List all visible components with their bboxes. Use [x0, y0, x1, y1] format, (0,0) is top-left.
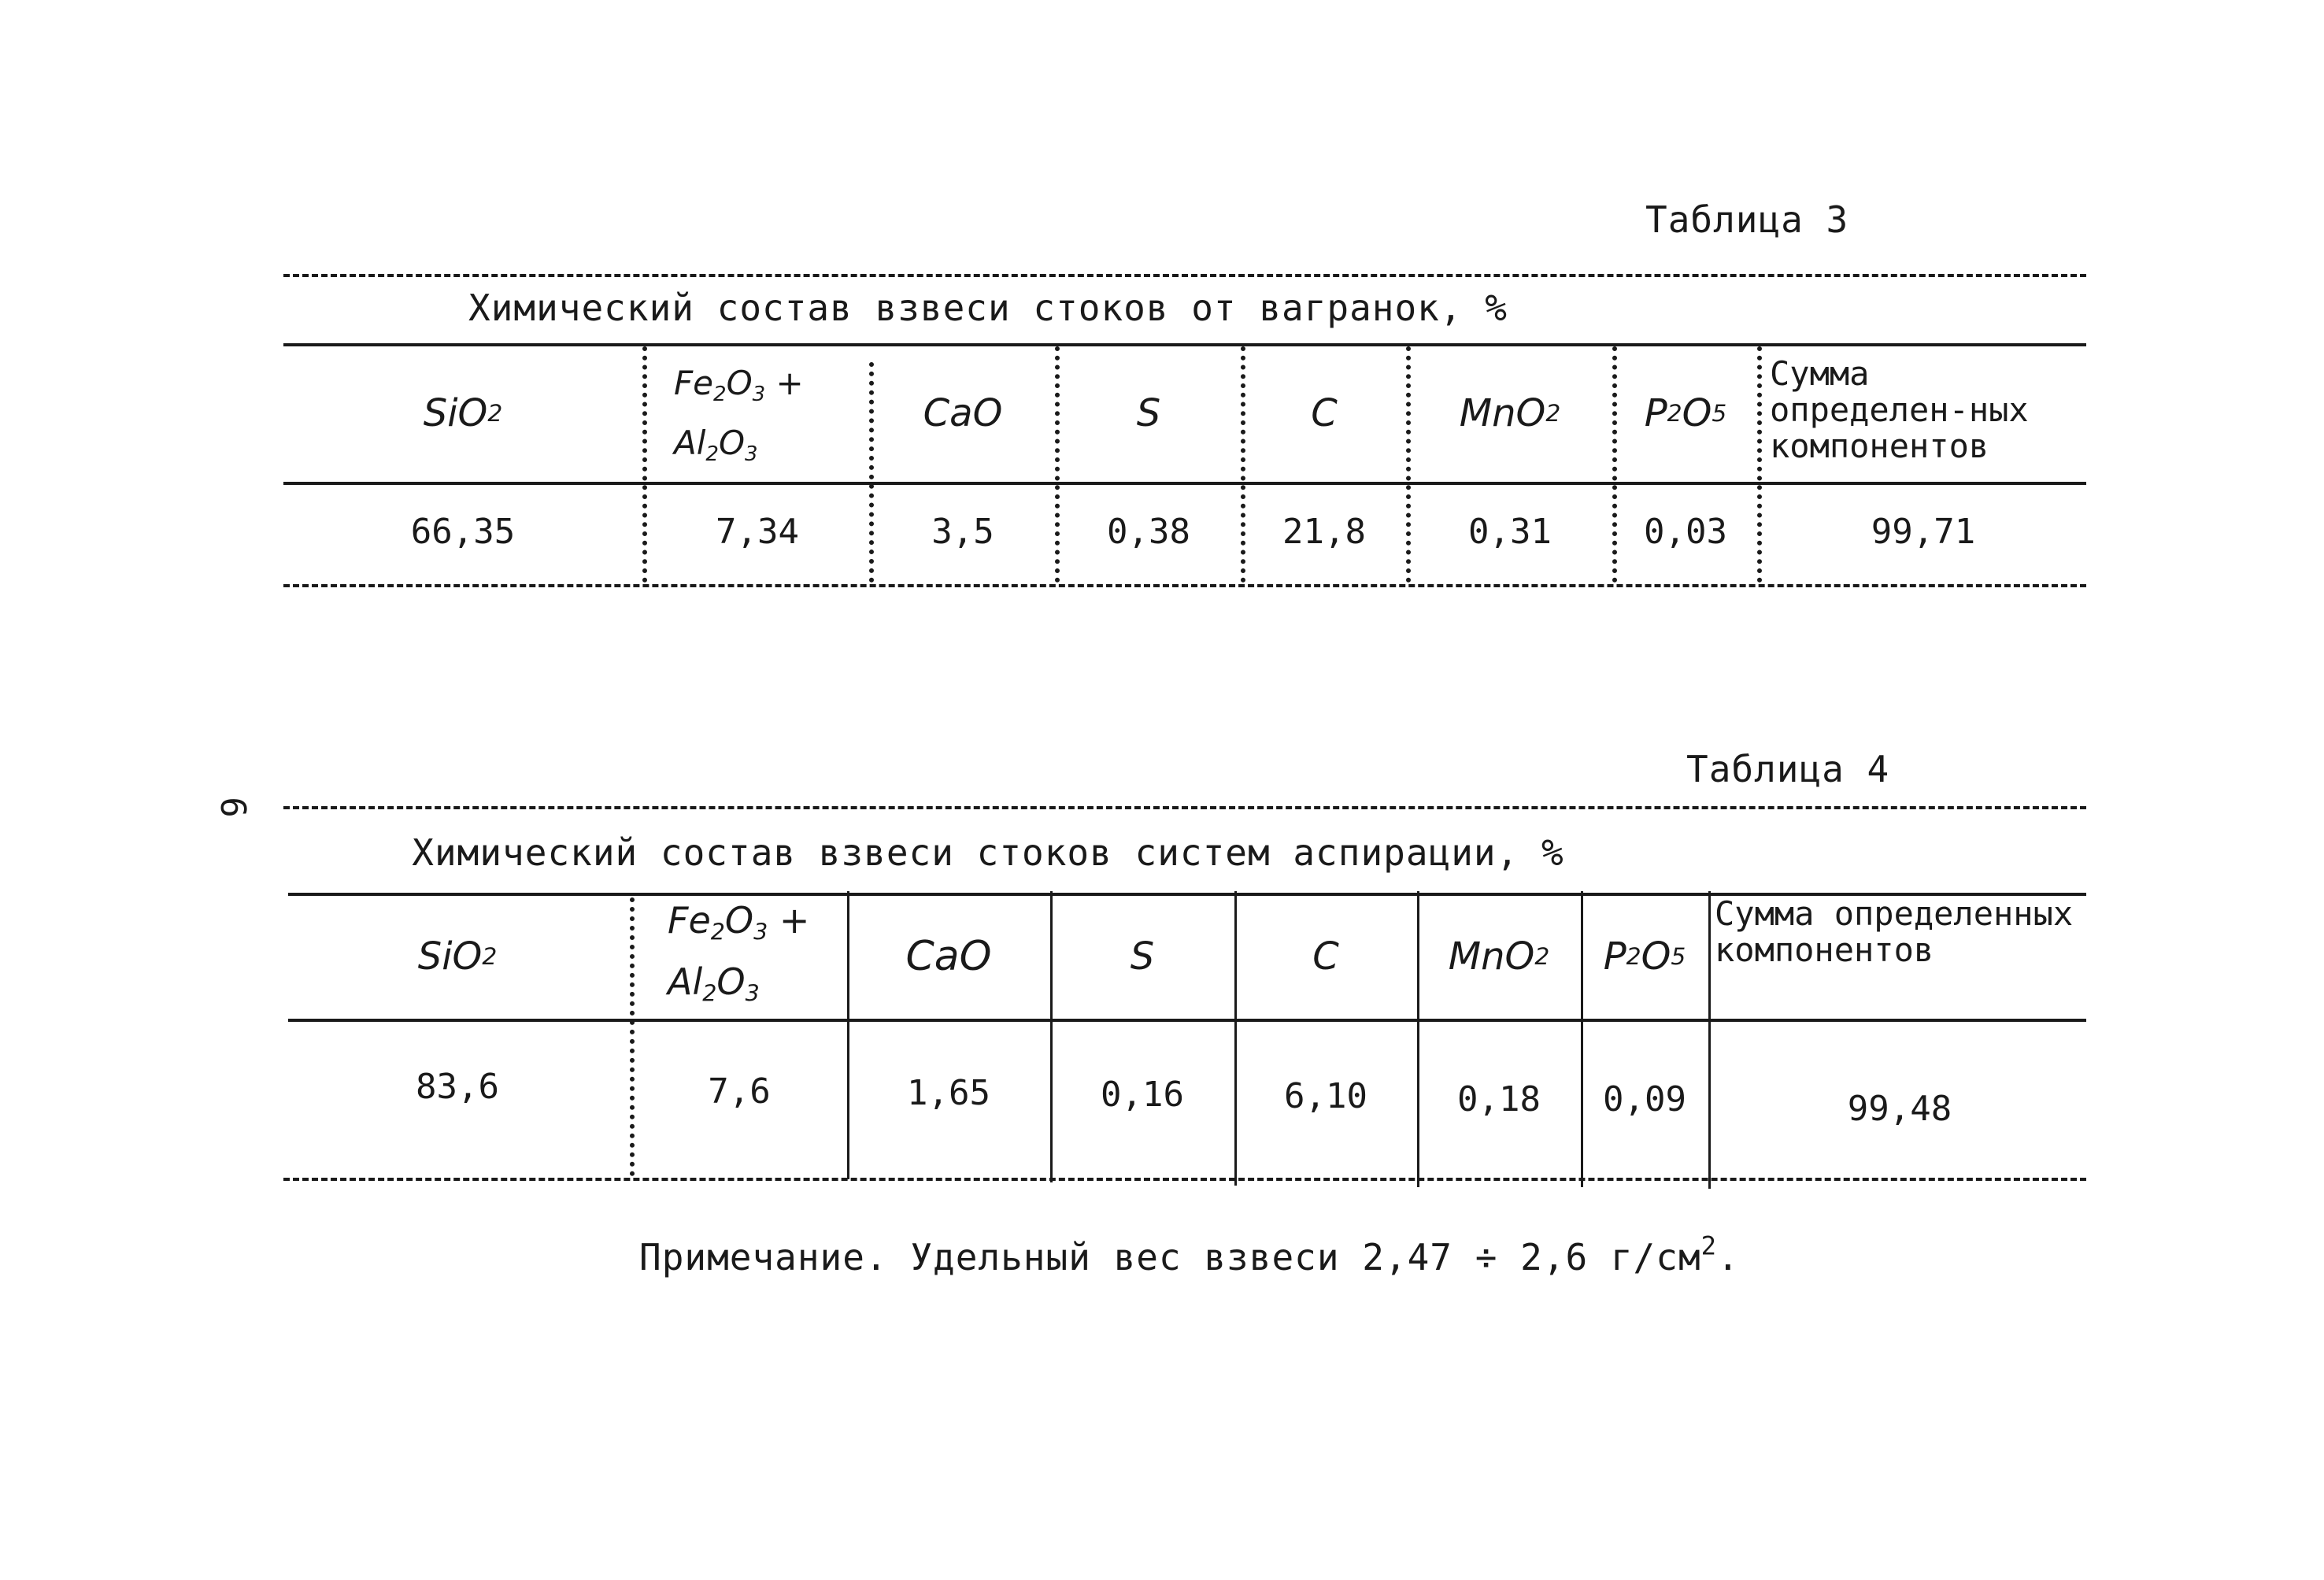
table4-value-sum: 99,48	[1847, 1088, 1952, 1129]
table4-value-fe2o3-al2o3: 7,6	[708, 1071, 771, 1112]
table4-header-sio2: SiO 2	[417, 934, 498, 979]
table4-col-sep	[1417, 891, 1419, 1187]
table4-value-p2o5: 0,09	[1603, 1079, 1686, 1119]
table3-header-fe2o3-al2o3: $Fe_2O_3$ + $Al_2O_3$	[674, 364, 804, 466]
table4-col-sep	[1234, 891, 1237, 1186]
page-number: 6	[212, 797, 253, 818]
table3-label: Таблица 3	[1645, 198, 1849, 241]
table4-value-s: 0,16	[1101, 1074, 1184, 1115]
table4-header-c: C	[1312, 934, 1339, 979]
table4-note: Примечание. Удельный вес взвеси 2,47 ÷ 2,6 $г/см^2$.	[639, 1230, 1740, 1278]
table3-header-sio2: SiO 2	[423, 391, 503, 435]
table4-header-fe2o3-al2o3: $Fe_2O_3$ + $Al_2O_3$	[668, 899, 810, 1007]
table4-header-s: S	[1130, 934, 1155, 979]
table3-value-sio2: 66,35	[410, 511, 516, 552]
table3-header-mno2: MnO 2	[1459, 391, 1561, 435]
table4-col-sep	[1708, 891, 1711, 1189]
table4-col-sep	[1581, 891, 1583, 1187]
table4-value-c: 6,10	[1284, 1075, 1367, 1116]
table3-value-cao: 3,5	[931, 511, 994, 552]
table3-bottom-rule	[283, 584, 2086, 587]
table3-header-bottom-rule	[283, 482, 2086, 485]
table3-caption: Химический состав взвеси стоков от вагранок, %	[468, 287, 1508, 329]
table3-value-sum: 99,71	[1871, 511, 1976, 552]
table4-col-sep	[630, 897, 635, 1176]
table3-value-fe2o3-al2o3: 7,34	[716, 511, 799, 552]
table4-value-cao: 1,65	[907, 1072, 990, 1113]
table4-header-cao: CaO	[905, 933, 992, 980]
table4-caption: Химический состав взвеси стоков систем аспирации, %	[412, 831, 1564, 874]
table3-value-p2o5: 0,03	[1644, 511, 1727, 552]
table4-value-mno2: 0,18	[1457, 1079, 1541, 1119]
table4-header-bottom-rule	[288, 1019, 2086, 1022]
table4-bottom-rule	[283, 1178, 2086, 1181]
table3-top-rule	[283, 274, 2086, 277]
table3-header-s: S	[1136, 391, 1161, 435]
table4-header-p2o5: P 2 O 5	[1603, 934, 1686, 979]
table3-header-c: C	[1311, 391, 1338, 435]
table3-value-c: 21,8	[1282, 511, 1366, 552]
table3-header-p2o5: P 2 O 5	[1644, 391, 1727, 435]
table4-value-sio2: 83,6	[416, 1066, 499, 1107]
table4-label: Таблица 4	[1686, 748, 1890, 790]
table3-header-cao: CaO	[923, 391, 1003, 435]
table4-col-sep	[1050, 891, 1053, 1182]
table3-value-mno2: 0,31	[1468, 511, 1552, 552]
table4-header-mno2: MnO 2	[1448, 934, 1550, 979]
table4-top-rule	[283, 806, 2086, 809]
table3-header-sum: Сумма определен-ных компонентов	[1770, 354, 2029, 465]
table4-header-sum: Сумма определенных компонентов	[1715, 894, 2074, 969]
table3-value-s: 0,38	[1107, 511, 1190, 552]
table4-col-sep	[847, 891, 849, 1179]
